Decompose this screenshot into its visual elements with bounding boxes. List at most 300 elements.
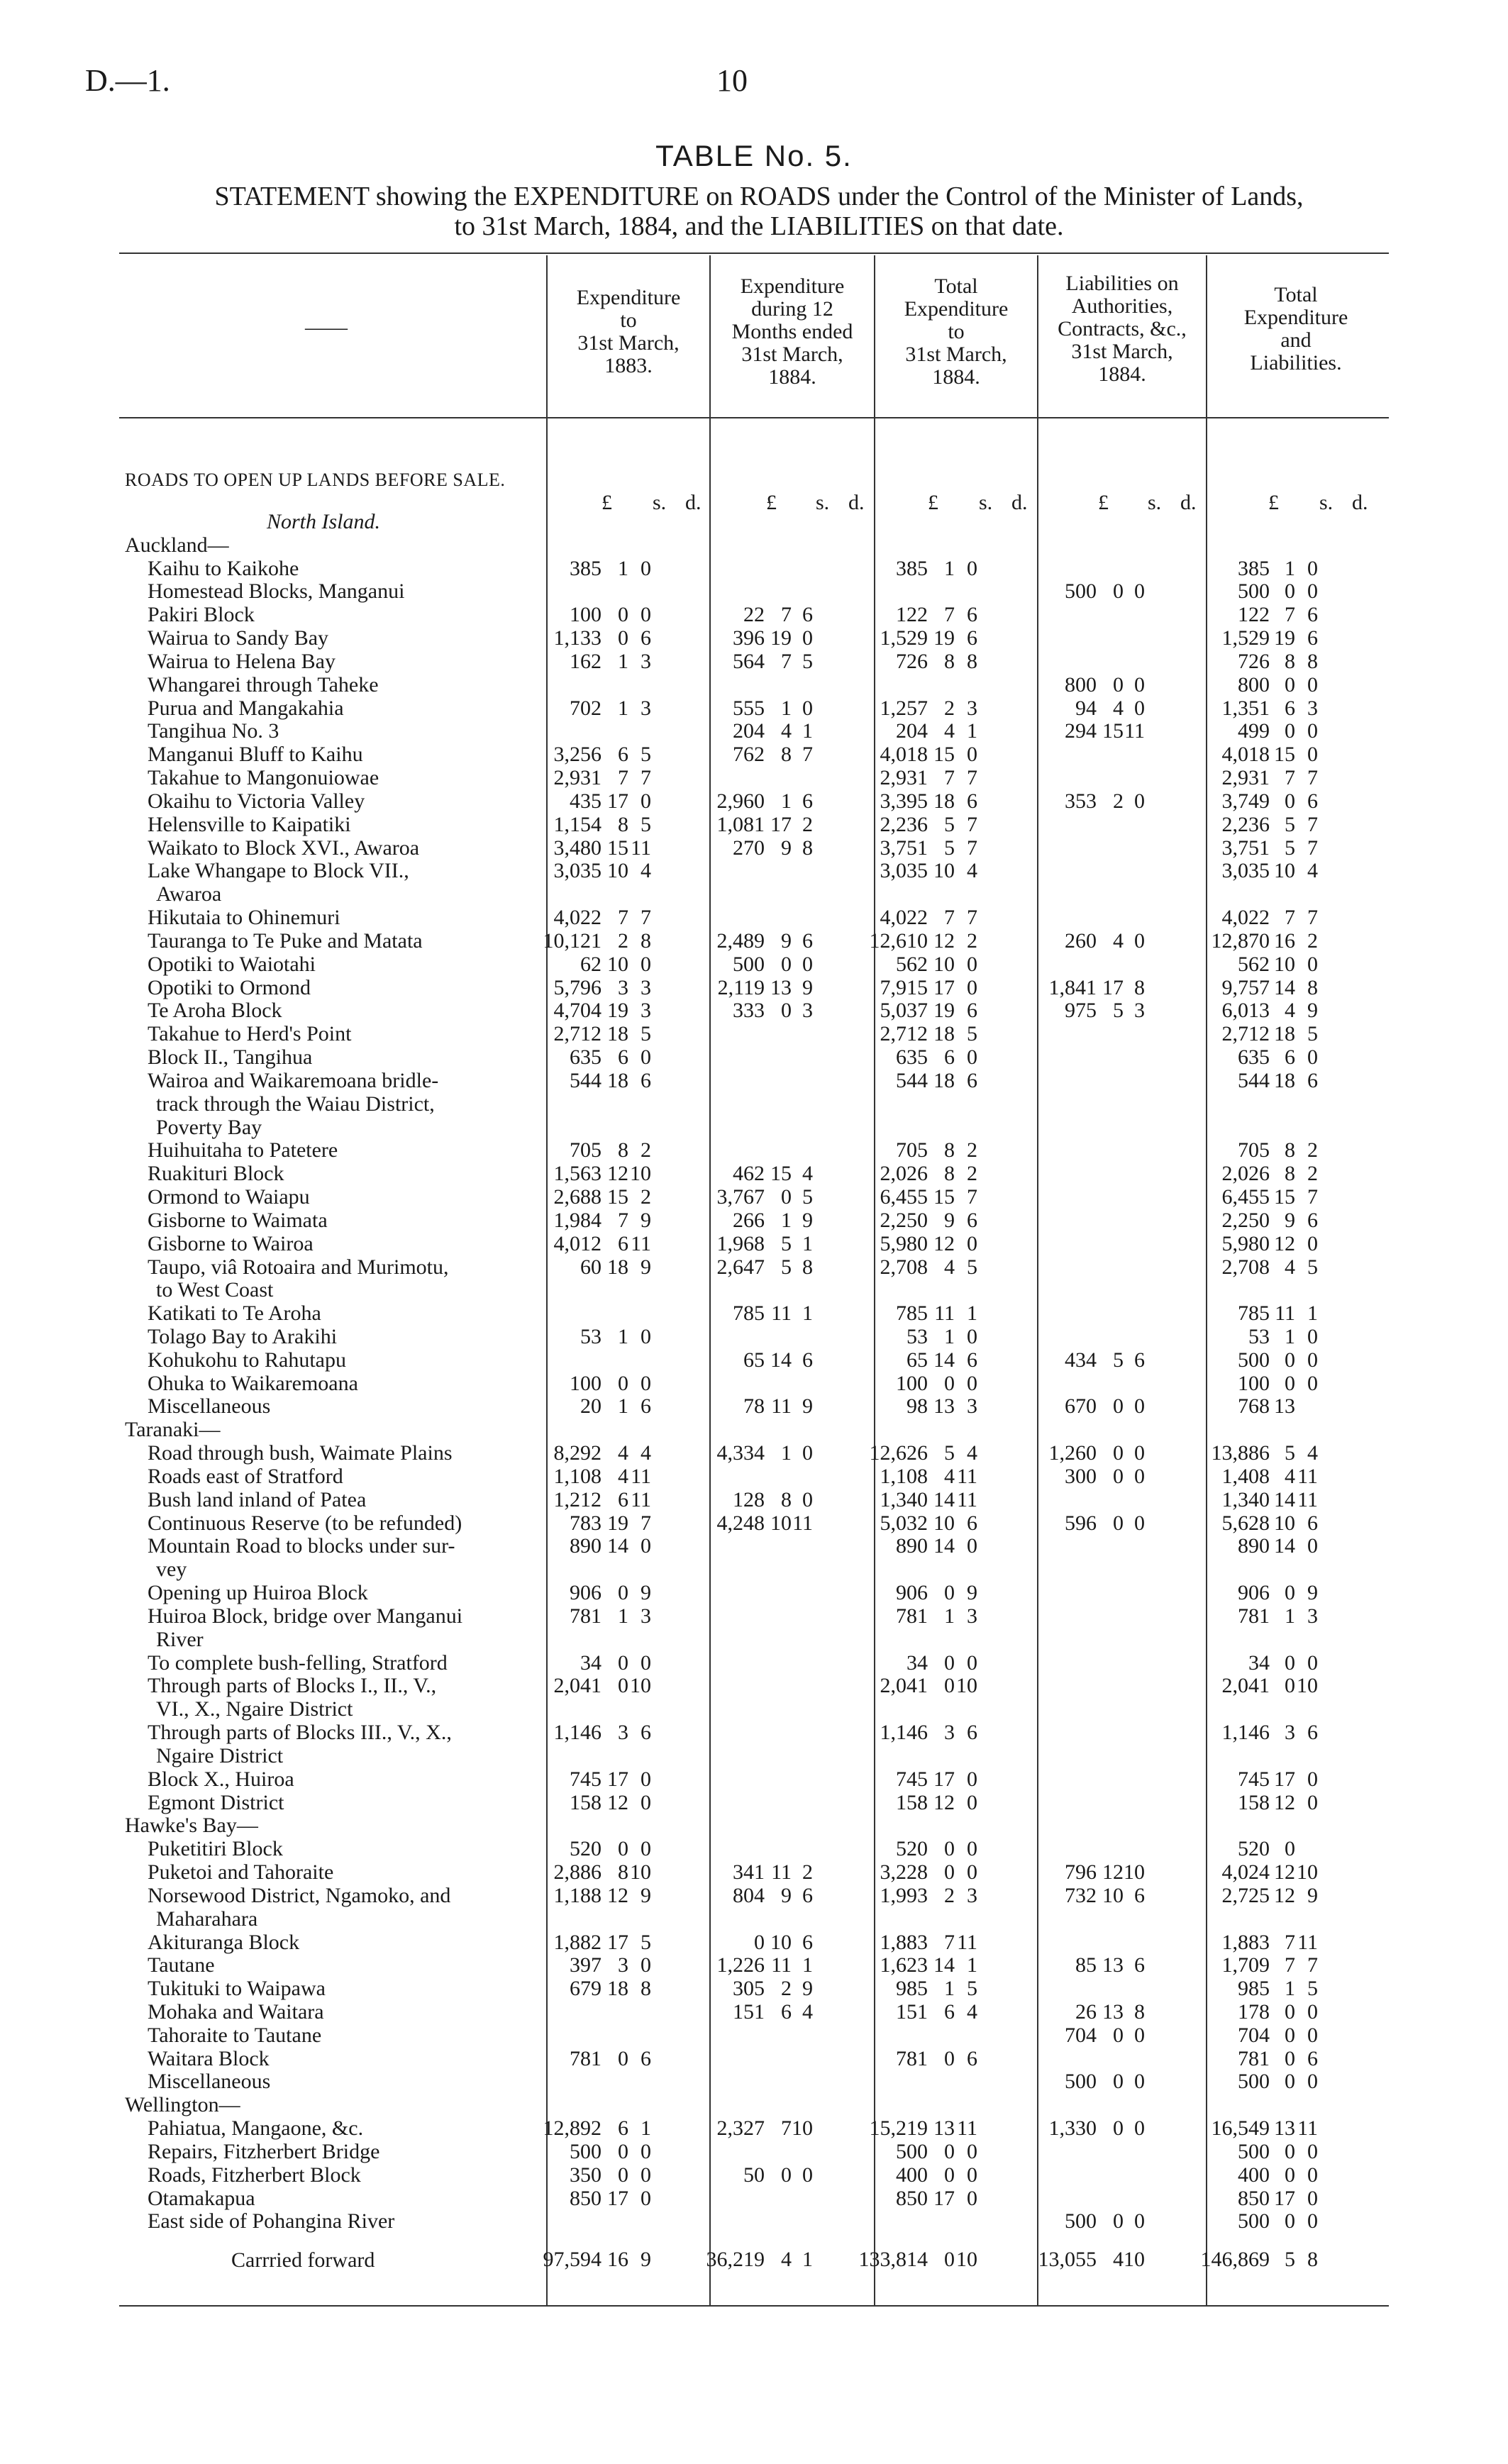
- c3-shillings: 4: [944, 719, 955, 743]
- c3-pounds: 985: [896, 1977, 928, 2001]
- c3-shillings: 0: [944, 1860, 955, 1885]
- c3-pounds: 2,041: [880, 1674, 928, 1698]
- c3-shillings: 0: [944, 1650, 955, 1675]
- c3-shillings: 1: [944, 1604, 955, 1628]
- c5-pence: 0: [1307, 1790, 1318, 1814]
- c3-pence: 7: [967, 766, 977, 790]
- c1-pounds: 702: [570, 696, 601, 720]
- c5-pounds: 34: [1248, 1650, 1270, 1675]
- c2-pounds: 396: [733, 626, 765, 650]
- c3-pounds: 15,219: [869, 2116, 928, 2141]
- c3-shillings: 7: [944, 766, 955, 790]
- c1-pence: 4: [641, 859, 651, 883]
- c3-shillings: 12: [933, 1231, 955, 1255]
- table-row: [125, 906, 1395, 930]
- row-label: Manganui Bluff to Kaihu: [148, 743, 363, 767]
- row-label: To complete bush-felling, Stratford: [148, 1651, 448, 1675]
- c5-pence: 0: [1307, 1348, 1318, 1372]
- c1-pounds: 4,022: [553, 906, 601, 930]
- c5-shillings: 7: [1285, 603, 1295, 627]
- table-row: [125, 697, 1395, 721]
- c5-pounds: 146,869: [1200, 2248, 1270, 2271]
- c3-pounds: 7,915: [880, 975, 928, 999]
- header-c2-line: 1884.: [768, 365, 816, 389]
- c5-shillings: 1: [1285, 1604, 1295, 1628]
- header-c3-line: 1884.: [932, 365, 980, 389]
- c5-pence: 0: [1307, 719, 1318, 743]
- table-row: [125, 1768, 1395, 1792]
- c4-pence: 0: [1134, 579, 1145, 604]
- c3-pounds: 122: [896, 603, 928, 627]
- c4-pence: 11: [1124, 719, 1145, 743]
- row-label: Mountain Road to blocks under sur-: [148, 1535, 455, 1558]
- header-c2-line: Months ended: [731, 320, 853, 343]
- c4-shillings: 4: [1113, 696, 1124, 720]
- c3-shillings: 19: [933, 626, 955, 650]
- c1-pence: 3: [641, 649, 651, 673]
- c5-pounds: 1,529: [1221, 626, 1270, 650]
- c3-shillings: 7: [944, 906, 955, 930]
- unit-pound: £: [601, 491, 612, 514]
- c5-pence: 0: [1307, 2139, 1318, 2163]
- c5-shillings: 0: [1285, 1837, 1295, 1861]
- c1-shillings: 1: [618, 649, 628, 673]
- c3-pence: 0: [967, 1837, 977, 1861]
- c1-pounds: 3,035: [553, 859, 601, 883]
- c5-shillings: 4: [1285, 1464, 1295, 1488]
- c1-pounds: 20: [580, 1394, 601, 1419]
- c5-pence: 7: [1307, 1185, 1318, 1209]
- row-label: Opening up Huiroa Block: [148, 1582, 368, 1605]
- row-label: Purua and Mangakahia: [148, 697, 344, 720]
- c4-pence: 0: [1134, 696, 1145, 720]
- table-row: [125, 2141, 1395, 2164]
- c2-pounds: 270: [733, 836, 765, 860]
- c1-pounds: 158: [570, 1790, 601, 1814]
- header-rule: [119, 417, 1389, 418]
- c3-pounds: 158: [896, 1790, 928, 1814]
- c1-pence: 3: [641, 975, 651, 999]
- c3-pounds: 2,931: [880, 766, 928, 790]
- header-c4-line: Contracts, &c.,: [1058, 317, 1187, 340]
- c2-shillings: 11: [771, 1302, 792, 1326]
- c3-shillings: 4: [944, 1255, 955, 1279]
- c5-pounds: 3,035: [1221, 859, 1270, 883]
- c1-pounds: 100: [570, 1371, 601, 1395]
- c2-pounds: 762: [733, 743, 765, 767]
- c4-pence: 0: [1134, 789, 1145, 813]
- c5-pence: 4: [1307, 1441, 1318, 1465]
- c5-pounds: 800: [1238, 672, 1270, 697]
- c4-pence: 8: [1134, 2000, 1145, 2024]
- c3-shillings: 10: [933, 952, 955, 976]
- c2-shillings: 9: [781, 836, 792, 860]
- c1-shillings: 1: [618, 1604, 628, 1628]
- c1-pence: 11: [631, 1231, 651, 1255]
- c3-pounds: 400: [896, 2163, 928, 2187]
- c2-pounds: 500: [733, 952, 765, 976]
- c3-shillings: 1: [944, 556, 955, 580]
- c5-pence: 3: [1307, 696, 1318, 720]
- c4-pounds: 500: [1065, 579, 1097, 604]
- c1-pence: 8: [641, 928, 651, 953]
- c5-pounds: 745: [1238, 1767, 1270, 1791]
- c5-pence: 1: [1307, 1302, 1318, 1326]
- c1-pounds: 705: [570, 1138, 601, 1162]
- c1-pence: 5: [641, 812, 651, 836]
- c1-pence: 0: [641, 952, 651, 976]
- c5-pounds: 544: [1238, 1068, 1270, 1092]
- unit-pound: £: [928, 491, 938, 514]
- table-row: [125, 1023, 1395, 1046]
- c5-pence: 10: [1297, 1860, 1318, 1885]
- c5-shillings: 5: [1285, 2248, 1295, 2271]
- c5-pounds: 500: [1238, 2070, 1270, 2094]
- c5-pence: 0: [1307, 2209, 1318, 2233]
- c4-pounds: 500: [1065, 2209, 1097, 2233]
- c2-pounds: 2,960: [716, 789, 765, 813]
- c5-pounds: 500: [1238, 1348, 1270, 1372]
- c5-pence: 8: [1307, 649, 1318, 673]
- row-label: Kohukohu to Rahutapu: [148, 1348, 346, 1372]
- row-label: Mohaka and Waitara: [148, 2001, 324, 2024]
- c3-shillings: 0: [944, 2163, 955, 2187]
- c1-pence: 6: [641, 1068, 651, 1092]
- row-label: vey: [156, 1558, 187, 1582]
- row-label: Gisborne to Waimata: [148, 1209, 328, 1232]
- c3-pence: 6: [967, 1511, 977, 1535]
- c3-pence: 5: [967, 1255, 977, 1279]
- row-label: Katikati to Te Aroha: [148, 1302, 321, 1326]
- total-values: [125, 2248, 1395, 2271]
- island-heading: [125, 511, 1395, 534]
- c5-shillings: 14: [1274, 975, 1295, 999]
- c2-shillings: 0: [781, 952, 792, 976]
- c5-shillings: 10: [1274, 952, 1295, 976]
- table-row: [125, 999, 1395, 1023]
- c4-shillings: 0: [1113, 2023, 1124, 2047]
- c4-shillings: 0: [1113, 2070, 1124, 2094]
- c5-pence: 11: [1297, 1930, 1318, 1954]
- header-c5: [1207, 284, 1385, 374]
- c1-pounds: 4,704: [553, 999, 601, 1023]
- c1-shillings: 17: [607, 1767, 628, 1791]
- table-row: [125, 2048, 1395, 2071]
- c1-pence: 5: [641, 1930, 651, 1954]
- c4-shillings: 13: [1102, 2000, 1124, 2024]
- label-continuation: [125, 1558, 1395, 1582]
- c5-shillings: 18: [1274, 1068, 1295, 1092]
- c5-pounds: 5,628: [1221, 1511, 1270, 1535]
- c3-shillings: 0: [944, 1581, 955, 1605]
- row-label: Miscellaneous: [148, 1395, 271, 1419]
- c1-shillings: 0: [618, 626, 628, 650]
- c2-shillings: 10: [770, 1511, 792, 1535]
- c3-pounds: 3,035: [880, 859, 928, 883]
- row-label: Waikato to Block XVI., Awaroa: [148, 836, 420, 860]
- c1-shillings: 16: [607, 2248, 628, 2271]
- header-c2: [711, 275, 874, 389]
- c5-pounds: 704: [1238, 2023, 1270, 2047]
- c5-shillings: 17: [1274, 1767, 1295, 1791]
- row-label: Poverty Bay: [156, 1116, 262, 1139]
- c3-pence: 11: [957, 1464, 977, 1488]
- header-c4-line: 31st March,: [1071, 340, 1173, 363]
- c3-shillings: 1: [944, 1324, 955, 1348]
- c5-shillings: 7: [1285, 1930, 1295, 1954]
- c1-shillings: 15: [607, 1185, 628, 1209]
- c2-pounds: 555: [733, 696, 765, 720]
- c3-pence: 0: [967, 1650, 977, 1675]
- c5-shillings: 0: [1285, 2209, 1295, 2233]
- c1-pounds: 60: [580, 1255, 601, 1279]
- c5-pence: 7: [1307, 812, 1318, 836]
- c1-pence: 8: [641, 1977, 651, 2001]
- c2-shillings: 5: [781, 1231, 792, 1255]
- c4-shillings: 0: [1113, 2116, 1124, 2141]
- c3-pence: 1: [967, 1953, 977, 1977]
- c4-shillings: 4: [1113, 928, 1124, 953]
- row-label: Road through bush, Waimate Plains: [148, 1442, 453, 1465]
- c5-shillings: 12: [1274, 1231, 1295, 1255]
- table-row: [125, 1395, 1395, 1419]
- c5-shillings: 0: [1285, 1371, 1295, 1395]
- unit-s: s.: [979, 491, 993, 514]
- table-row: [125, 1349, 1395, 1372]
- c1-pence: 0: [641, 2139, 651, 2163]
- c1-shillings: 18: [607, 1255, 628, 1279]
- c3-pence: 0: [967, 1045, 977, 1070]
- c3-shillings: 13: [933, 2116, 955, 2141]
- c2-pence: 6: [802, 928, 813, 953]
- header-c3-line: to: [948, 320, 965, 343]
- c2-pounds: 22: [743, 603, 765, 627]
- c5-pence: 0: [1307, 1231, 1318, 1255]
- header-c4: [1038, 272, 1206, 386]
- c5-pence: 6: [1307, 789, 1318, 813]
- c1-pence: 0: [641, 2186, 651, 2210]
- c5-pounds: 178: [1238, 2000, 1270, 2024]
- c1-shillings: 12: [607, 1790, 628, 1814]
- c3-pounds: 4,018: [880, 743, 928, 767]
- c5-pounds: 5,980: [1221, 1231, 1270, 1255]
- c3-pence: 3: [967, 1604, 977, 1628]
- c3-pence: 10: [956, 1674, 977, 1698]
- c2-pounds: 4,248: [716, 1511, 765, 1535]
- c1-pence: 11: [631, 1487, 651, 1511]
- table-row: [125, 650, 1395, 674]
- c3-pounds: 133,814: [858, 2248, 928, 2271]
- row-label: Ruakituri Block: [148, 1162, 284, 1186]
- c5-pence: 8: [1307, 975, 1318, 999]
- c2-shillings: 2: [781, 1977, 792, 2001]
- table-row: [125, 720, 1395, 743]
- c1-shillings: 0: [618, 603, 628, 627]
- row-label: Homestead Blocks, Manganui: [148, 580, 405, 604]
- c2-pence: 1: [802, 2248, 813, 2271]
- c3-shillings: 1: [944, 1977, 955, 2001]
- c5-pence: 0: [1307, 1534, 1318, 1558]
- c5-pence: 0: [1307, 672, 1318, 697]
- c1-pounds: 1,188: [553, 1883, 601, 1907]
- label-continuation: [125, 1908, 1395, 1931]
- row-label: Awaroa: [156, 883, 222, 906]
- c5-shillings: 0: [1285, 2139, 1295, 2163]
- c5-shillings: 14: [1274, 1487, 1295, 1511]
- unit-s: s.: [1319, 491, 1334, 514]
- c3-shillings: 15: [933, 743, 955, 767]
- c5-shillings: 0: [1285, 2163, 1295, 2187]
- c1-pounds: 500: [570, 2139, 601, 2163]
- table-row: [125, 1838, 1395, 1861]
- label-continuation: [125, 883, 1395, 906]
- c1-pounds: 100: [570, 603, 601, 627]
- c2-shillings: 19: [770, 626, 792, 650]
- c4-pence: 3: [1134, 999, 1145, 1023]
- c5-shillings: 0: [1285, 2070, 1295, 2094]
- c1-pounds: 2,712: [553, 1022, 601, 1046]
- c3-shillings: 8: [944, 1138, 955, 1162]
- unit-s: s.: [653, 491, 667, 514]
- c5-shillings: 0: [1285, 579, 1295, 604]
- c2-pence: 11: [792, 1511, 813, 1535]
- header-c3: [875, 275, 1037, 389]
- c5-shillings: 14: [1274, 1534, 1295, 1558]
- row-label: Pahiatua, Mangaone, &c.: [148, 2117, 364, 2141]
- c1-shillings: 1: [618, 556, 628, 580]
- c3-shillings: 6: [944, 2000, 955, 2024]
- c1-pounds: 3,480: [553, 836, 601, 860]
- c5-shillings: 4: [1285, 999, 1295, 1023]
- c5-shillings: 0: [1285, 1674, 1295, 1698]
- c4-shillings: 13: [1102, 1953, 1124, 1977]
- c3-pounds: 906: [896, 1581, 928, 1605]
- c3-shillings: 0: [944, 1837, 955, 1861]
- c3-pounds: 1,146: [880, 1721, 928, 1745]
- c5-pence: 6: [1307, 1511, 1318, 1535]
- c3-pounds: 785: [896, 1302, 928, 1326]
- c5-pence: 0: [1307, 2023, 1318, 2047]
- c1-shillings: 6: [618, 2116, 628, 2141]
- row-label: Roads, Fitzherbert Block: [148, 2163, 361, 2187]
- c3-pounds: 53: [907, 1324, 928, 1348]
- c5-pounds: 562: [1238, 952, 1270, 976]
- c5-pence: 7: [1307, 766, 1318, 790]
- c3-shillings: 10: [933, 859, 955, 883]
- c1-pence: 0: [641, 1953, 651, 1977]
- c5-pounds: 2,712: [1221, 1022, 1270, 1046]
- c1-pence: 2: [641, 1138, 651, 1162]
- c1-pence: 0: [641, 1790, 651, 1814]
- table-row: [125, 767, 1395, 790]
- c1-pence: 6: [641, 2046, 651, 2070]
- c4-pounds: 1,260: [1048, 1441, 1097, 1465]
- unit-d: d.: [1180, 491, 1197, 514]
- header-c5-line: Liabilities.: [1250, 351, 1342, 374]
- header-c5-line: and: [1280, 328, 1312, 352]
- c4-shillings: 0: [1113, 1511, 1124, 1535]
- c1-shillings: 12: [607, 1162, 628, 1186]
- c1-shillings: 0: [618, 2163, 628, 2187]
- c1-pounds: 520: [570, 1837, 601, 1861]
- carried-forward-label: Carrried forward: [231, 2248, 375, 2272]
- c3-pence: 0: [967, 952, 977, 976]
- c1-pence: 9: [641, 1581, 651, 1605]
- c5-pounds: 985: [1238, 1977, 1270, 2001]
- header-c1: [548, 287, 709, 377]
- c2-pence: 8: [802, 836, 813, 860]
- c5-shillings: 16: [1274, 928, 1295, 953]
- table-row: [125, 580, 1395, 604]
- c3-pence: 2: [967, 1162, 977, 1186]
- c1-pounds: 1,882: [553, 1930, 601, 1954]
- c5-pence: 0: [1307, 1045, 1318, 1070]
- table-row: [125, 1442, 1395, 1465]
- statement-title: [113, 182, 1404, 241]
- c3-pence: 4: [967, 1441, 977, 1465]
- c4-shillings: 17: [1102, 975, 1124, 999]
- c5-pounds: 158: [1238, 1790, 1270, 1814]
- c1-shillings: 19: [607, 999, 628, 1023]
- c2-pounds: 4,334: [716, 1441, 765, 1465]
- c2-shillings: 17: [770, 812, 792, 836]
- statement-line-1: STATEMENT showing the EXPENDITURE on ROADS under the Control of the Minister of Lands,: [214, 182, 1304, 211]
- c1-pounds: 906: [570, 1581, 601, 1605]
- row-label: Egmont District: [148, 1791, 284, 1814]
- label-continuation: [125, 1698, 1395, 1721]
- c2-shillings: 0: [781, 2163, 792, 2187]
- c4-pounds: 796: [1065, 1860, 1097, 1885]
- row-label: Wairua to Sandy Bay: [148, 627, 329, 650]
- c1-pence: 3: [641, 999, 651, 1023]
- row-label: Taupo, viâ Rotoaira and Murimotu,: [148, 1255, 449, 1279]
- district-heading: [125, 2094, 1395, 2117]
- c1-pence: 0: [641, 1837, 651, 1861]
- row-label: Takahue to Mangonuiowae: [148, 767, 379, 790]
- c1-pounds: 679: [570, 1977, 601, 2001]
- c3-pounds: 1,108: [880, 1464, 928, 1488]
- c3-pence: 1: [967, 1302, 977, 1326]
- district-heading: [125, 1814, 1395, 1838]
- c2-pounds: 305: [733, 1977, 765, 2001]
- c2-pounds: 785: [733, 1302, 765, 1326]
- c3-pounds: 1,340: [880, 1487, 928, 1511]
- table-row: [125, 1792, 1395, 1815]
- c4-pence: 0: [1134, 1441, 1145, 1465]
- c3-pounds: 5,032: [880, 1511, 928, 1535]
- c3-shillings: 0: [944, 1674, 955, 1698]
- table-row: [125, 1535, 1395, 1558]
- c1-shillings: 19: [607, 1511, 628, 1535]
- c3-pounds: 850: [896, 2186, 928, 2210]
- c3-pence: 7: [967, 1185, 977, 1209]
- c4-pence: 10: [1124, 2248, 1145, 2271]
- c1-shillings: 3: [618, 1721, 628, 1745]
- c2-pounds: 0: [754, 1930, 765, 1954]
- c3-shillings: 0: [944, 2046, 955, 2070]
- c2-shillings: 9: [781, 1883, 792, 1907]
- c1-pence: 10: [630, 1860, 651, 1885]
- c5-pence: 6: [1307, 1721, 1318, 1745]
- label-continuation: [125, 1745, 1395, 1768]
- c2-shillings: 0: [781, 1185, 792, 1209]
- c3-pounds: 6,455: [880, 1185, 928, 1209]
- table-row: [125, 1256, 1395, 1280]
- c5-shillings: 0: [1285, 2000, 1295, 2024]
- c3-pounds: 520: [896, 1837, 928, 1861]
- header-c3-line: Expenditure: [904, 297, 1009, 321]
- c3-pence: 6: [967, 2046, 977, 2070]
